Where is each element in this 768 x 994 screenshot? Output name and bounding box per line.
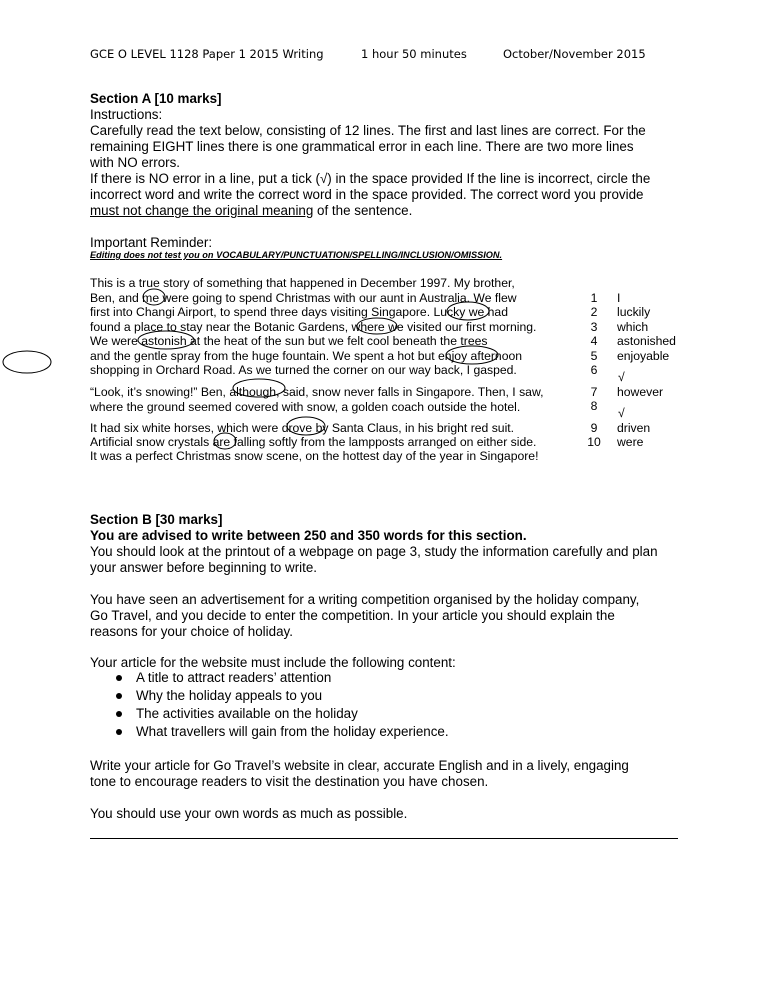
margin-oval bbox=[3, 351, 51, 373]
correction: I bbox=[617, 291, 621, 305]
correction: however bbox=[617, 385, 664, 399]
underlined-phrase: must not change the original meaning bbox=[90, 203, 314, 218]
bullet-item: A title to attract readers’ attention bbox=[116, 669, 449, 687]
instructions-label: Instructions: bbox=[90, 107, 163, 122]
correction: enjoyable bbox=[617, 349, 670, 363]
paragraph-line: You have seen an advertisement for a writing competition organised by the holiday company, bbox=[90, 592, 640, 607]
instruction-line: incorrect word and write the correct word in the space provided. The correct word you provide bbox=[90, 187, 644, 202]
paragraph-line: Write your article for Go Travel’s website in clear, accurate English and in a lively, engaging bbox=[90, 758, 629, 773]
section-a-title: Section A [10 marks] bbox=[90, 91, 222, 106]
paper-title: GCE O LEVEL 1128 Paper 1 2015 Writing bbox=[90, 47, 324, 61]
instruction-line-last bbox=[90, 203, 412, 219]
line-number: 9 bbox=[590, 421, 598, 435]
divider-line bbox=[90, 838, 678, 839]
exercise-line: Artificial snow crystals are falling softly from the lampposts arranged on either side. bbox=[90, 435, 537, 449]
reminder-note: Editing does not test you on VOCABULARY/PUNCTUATION/SPELLING/INCLUSION/OMISSION. bbox=[90, 250, 503, 260]
line-number: 6 bbox=[590, 363, 598, 377]
section-b-title: Section B [30 marks] bbox=[90, 512, 223, 527]
paragraph-line: Your article for the website must include the following content: bbox=[90, 655, 456, 670]
correction: which bbox=[617, 320, 649, 334]
line-number: 5 bbox=[590, 349, 598, 363]
correction: driven bbox=[617, 421, 651, 435]
paragraph-line: tone to encourage readers to visit the destination you have chosen. bbox=[90, 774, 489, 789]
tick-mark: √ bbox=[618, 406, 625, 420]
reminder-label: Important Reminder: bbox=[90, 235, 213, 250]
instruction-line: If there is NO error in a line, put a tick (√) in the space provided If the line is incorrect, circle the bbox=[90, 171, 651, 186]
bullet-item: Why the holiday appeals to you bbox=[116, 687, 449, 705]
tick-mark: √ bbox=[618, 370, 625, 384]
line-number: 10 bbox=[587, 435, 601, 449]
exercise-line: It was a perfect Christmas snow scene, on the hottest day of the year in Singapore! bbox=[90, 449, 539, 463]
word-advice: You are advised to write between 250 and 350 words for this section. bbox=[90, 528, 527, 543]
line-number: 2 bbox=[590, 305, 598, 319]
correction: luckily bbox=[617, 305, 651, 319]
line-number: 4 bbox=[590, 334, 598, 348]
bullet-item: The activities available on the holiday bbox=[116, 705, 449, 723]
bullet-icon bbox=[116, 729, 122, 735]
exercise-line: “Look, it’s snowing!” Ben, although, said, snow never falls in Singapore. Then, I saw, bbox=[90, 385, 544, 399]
line-number: 1 bbox=[590, 291, 598, 305]
exercise-line: Ben, and me were going to spend Christmas with our aunt in Australia. We flew bbox=[90, 291, 517, 305]
instruction-tail: of the sentence. bbox=[313, 203, 413, 218]
paragraph-line: You should use your own words as much as possible. bbox=[90, 806, 408, 821]
exercise-line: and the gentle spray from the huge fountain. We spent a hot but enjoy afternoon bbox=[90, 349, 523, 363]
line-number: 3 bbox=[590, 320, 598, 334]
line-number: 7 bbox=[590, 385, 598, 399]
bullet-icon bbox=[116, 711, 122, 717]
exercise-line: first into Changi Airport, to spend three days visiting Singapore. Lucky we had bbox=[90, 305, 508, 319]
bullet-item: What travellers will gain from the holiday experience. bbox=[116, 723, 449, 741]
exercise-line: It had six white horses, which were drove by Santa Claus, in his bright red suit. bbox=[90, 421, 515, 435]
bullet-icon bbox=[116, 675, 122, 681]
exercise-line: shopping in Orchard Road. As we turned the corner on our way back, I gasped. bbox=[90, 363, 517, 377]
paragraph-line: reasons for your choice of holiday. bbox=[90, 624, 293, 639]
instruction-line: with NO errors. bbox=[90, 155, 181, 170]
paper-duration: 1 hour 50 minutes bbox=[361, 47, 467, 61]
paragraph-line: your answer before beginning to write. bbox=[90, 560, 318, 575]
paragraph-line: You should look at the printout of a webpage on page 3, study the information carefully and plan bbox=[90, 544, 658, 559]
exercise-line: where the ground seemed covered with snow, a golden coach outside the hotel. bbox=[90, 400, 521, 414]
paragraph-line: Go Travel, and you decide to enter the competition. In your article you should explain the bbox=[90, 608, 615, 623]
instruction-line: remaining EIGHT lines there is one grammatical error in each line. There are two more lines bbox=[90, 139, 634, 154]
exercise-line: We were astonish at the heat of the sun but we felt cool beneath the trees bbox=[90, 334, 488, 348]
paper-session: October/November 2015 bbox=[503, 47, 646, 61]
exercise-line: This is a true story of something that happened in December 1997. My brother, bbox=[90, 276, 515, 290]
exercise-line: found a place to stay near the Botanic Gardens, where we visited our first morning. bbox=[90, 320, 537, 334]
line-number: 8 bbox=[590, 399, 598, 413]
content-bullet-list bbox=[116, 669, 449, 741]
instruction-line: Carefully read the text below, consisting of 12 lines. The first and last lines are correct. For the bbox=[90, 123, 646, 138]
correction: astonished bbox=[617, 334, 676, 348]
correction: were bbox=[617, 435, 644, 449]
bullet-icon bbox=[116, 693, 122, 699]
